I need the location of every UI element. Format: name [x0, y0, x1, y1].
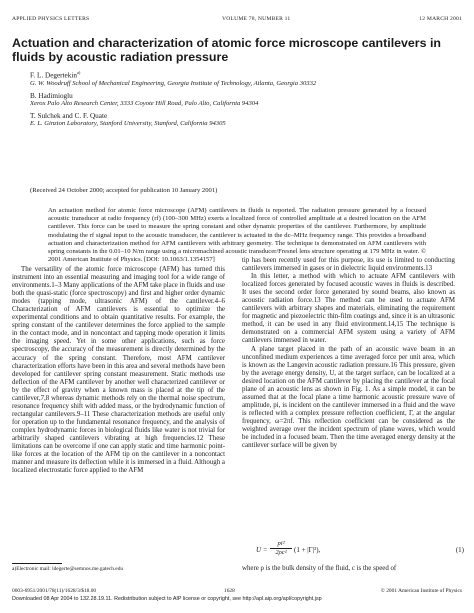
paragraph: The versatility of the atomic force microscope (AFM) has turned this instrument into an essential measuring and imaging tool for a wide range of environments.1–3 Many applications of the AFM take place in fluids and use both the quasi-static (force spectroscopy) and first and higher order dynamic modes (tapping mode, ultrasonic AFM) of the cantilever.4–6 Characterization of AFM cantilevers is essential to optimize the experimental conditions and to obtain quantitative results. For example, the spring constant of the cantilever determines the force applied to the sample in the contact mode, and in noncontact and tapping mode operation it limits the imaging speed. Yet in some other applications, such as force spectroscopy, the accuracy of the measurement is directly determined by the accuracy of the spring constant. Therefore, most AFM cantilever characterization efforts have been in this area and several methods have been developed for cantilever spring constant measurement. Static methods use deflection of the AFM cantilever by another well characterized cantilever or by the effect of gravity when a known mass is placed at the tip of the cantilever,7,8 whereas dynamic methods rely on the thermal noise spectrum, resonance frequency shift with added mass, or the hydrodynamic function of rectangular cantilevers.9–11 These characterization methods are useful only for operation up to the fundamental resonance frequency, and the analysis of complex hydrodynamic forces in biological fluids like water is not trivial for arbitrarily shaped cantilevers vibrating at high frequencies.12 These limitations can be overcome if one can apply static and time harmonic point-like forces at the location of the AFM tip on the cantilever in a noncontact manner and measure its deflection while it is immersed in a fluid. Although a localized electrostatic force applied to the AFM [12, 266, 225, 475]
download-notice: Downloaded 08 Apr 2004 to 132.28.19.11. Redistribution subject to AIP license or copyright, see http://apl.aip.org/apl/copyright.jsp [12, 596, 322, 602]
equation-lhs: U = [256, 546, 268, 554]
paragraph: In this letter, a method with which to actuate AFM cantilevers with localized forces generated by focused acoustic waves in fluids is described. It uses the second order force generated by sound beams, also known as acoustic radiation force.13 The method can be used to actuate AFM cantilevers with arbitrary shapes and materials, eliminating the requirement for magnetic and piezoelectric thin-film coatings and, since it is an ultrasonic method, it can be used in any fluid environment.14,15 The technique is demonstrated on a commercial AFM system using a variety of AFM cantilevers immersed in water. [242, 273, 455, 345]
equation-numerator: pi² [277, 540, 285, 547]
page-number: 1628 [224, 588, 235, 594]
author-affiliation: E. L. Ginzton Laboratory, Stanford University, Stanford, California 94305 [30, 120, 226, 128]
equation-1 [256, 540, 464, 562]
left-column [12, 266, 225, 475]
author-affiliation: Xerox Palo Alto Research Center, 3333 Coyote Hill Road, Palo Alto, California 94304 [30, 100, 259, 107]
volume-number: VOLUME 78, NUMBER 11 [222, 16, 291, 22]
footnote-rule [12, 563, 62, 564]
right-column [242, 257, 455, 450]
paragraph: A plane target placed in the path of an acoustic wave beam in an unconfined medium experiences a time averaged force per unit area, which is known as the Langevin acoustic radiation pressure.16 This pressure, given by the average energy density, U, at the target surface, can be localized at a desired location on the AFM cantilever by placing the cantilever at the focal plane of an acoustic lens as shown in Fig. 1. As a simple model, it can be assumed that at the focal plane a time harmonic acoustic pressure wave of amplitude, pi, is incident on the cantilever immersed in a fluid and the wave is reflected with a complex pressure reflection coefficient, Γ, at the angular frequency, ω=2πf. This reflection coefficient can be considered as the weighted average over the incident spectrum of plane waves, which would be included in a focused beam. Then the time averaged energy density at the cantilever surface will be given by [242, 345, 455, 450]
received-dates: (Received 24 October 2000; accepted for publication 10 January 2001) [30, 187, 218, 194]
author-affiliation: G. W. Woodruff School of Mechanical Engineering, Georgia Institute of Technology, Atlanta, Georgia 30332 [30, 79, 317, 87]
article-code: 0003-6951/2001/78(11)/1628/3/$18.00 [12, 588, 97, 594]
abstract: An actuation method for atomic force microscope (AFM) cantilevers in fluids is reported. The radiation pressure generated by a focused acoustic transducer at radio frequency (rf) (100–300 MHz) exerts a localized force of controlled amplitude at a desired location on the AFM cantilever. This force can be used to measure the spring constant and other dynamic properties of the cantilever. Furthermore, by amplitude modulating the rf signal input to the acoustic transducer, the cantilever is actuated in the dc–MHz frequency range. This provides a broadband actuation and characterization method for AFM cantilevers with arbitrary geometry. The technique is demonstrated on AFM cantilevers with spring constants in the 0.01–10 N/m range using a micromachined acoustic transducer/Fresnel lens structure operating at 179 MHz in water. © 2001 American Institute of Physics. [DOI: 10.1063/1.1354157] [48, 207, 426, 264]
author-name: B. Hadimioglu [30, 91, 73, 100]
issue-date: 12 MARCH 2001 [419, 16, 462, 22]
journal-name: APPLIED PHYSICS LETTERS [12, 16, 90, 22]
running-header [12, 16, 462, 26]
paragraph-continuation: where ρ is the bulk density of the fluid, c is the speed of [242, 565, 397, 572]
equation-rhs: (1 + |Γ|²), [294, 546, 321, 554]
author-name: T. Sulchek and C. F. Quate [30, 112, 108, 121]
author-block [30, 69, 440, 129]
copyright: © 2001 American Institute of Physics [380, 588, 462, 594]
equation-fraction [270, 540, 292, 557]
author-name: F. L. Degertekin$^{a)}$ [30, 70, 81, 80]
paper-title: Actuation and characterization of atomic force microscope cantilevers in fluids by acoustic radiation pressure [12, 36, 441, 64]
equation-denominator: 2ρc² [275, 549, 287, 556]
page-footer [12, 588, 462, 608]
paragraph: tip has been recently used for this purpose, its use is limited to conducting cantilevers immersed in gases or in dielectric liquid environments.13 [242, 257, 455, 273]
footnote: a)Electronic mail: ldegerte@semnos.me.gatech.edu [12, 566, 124, 572]
equation-number: (1) [455, 546, 464, 554]
